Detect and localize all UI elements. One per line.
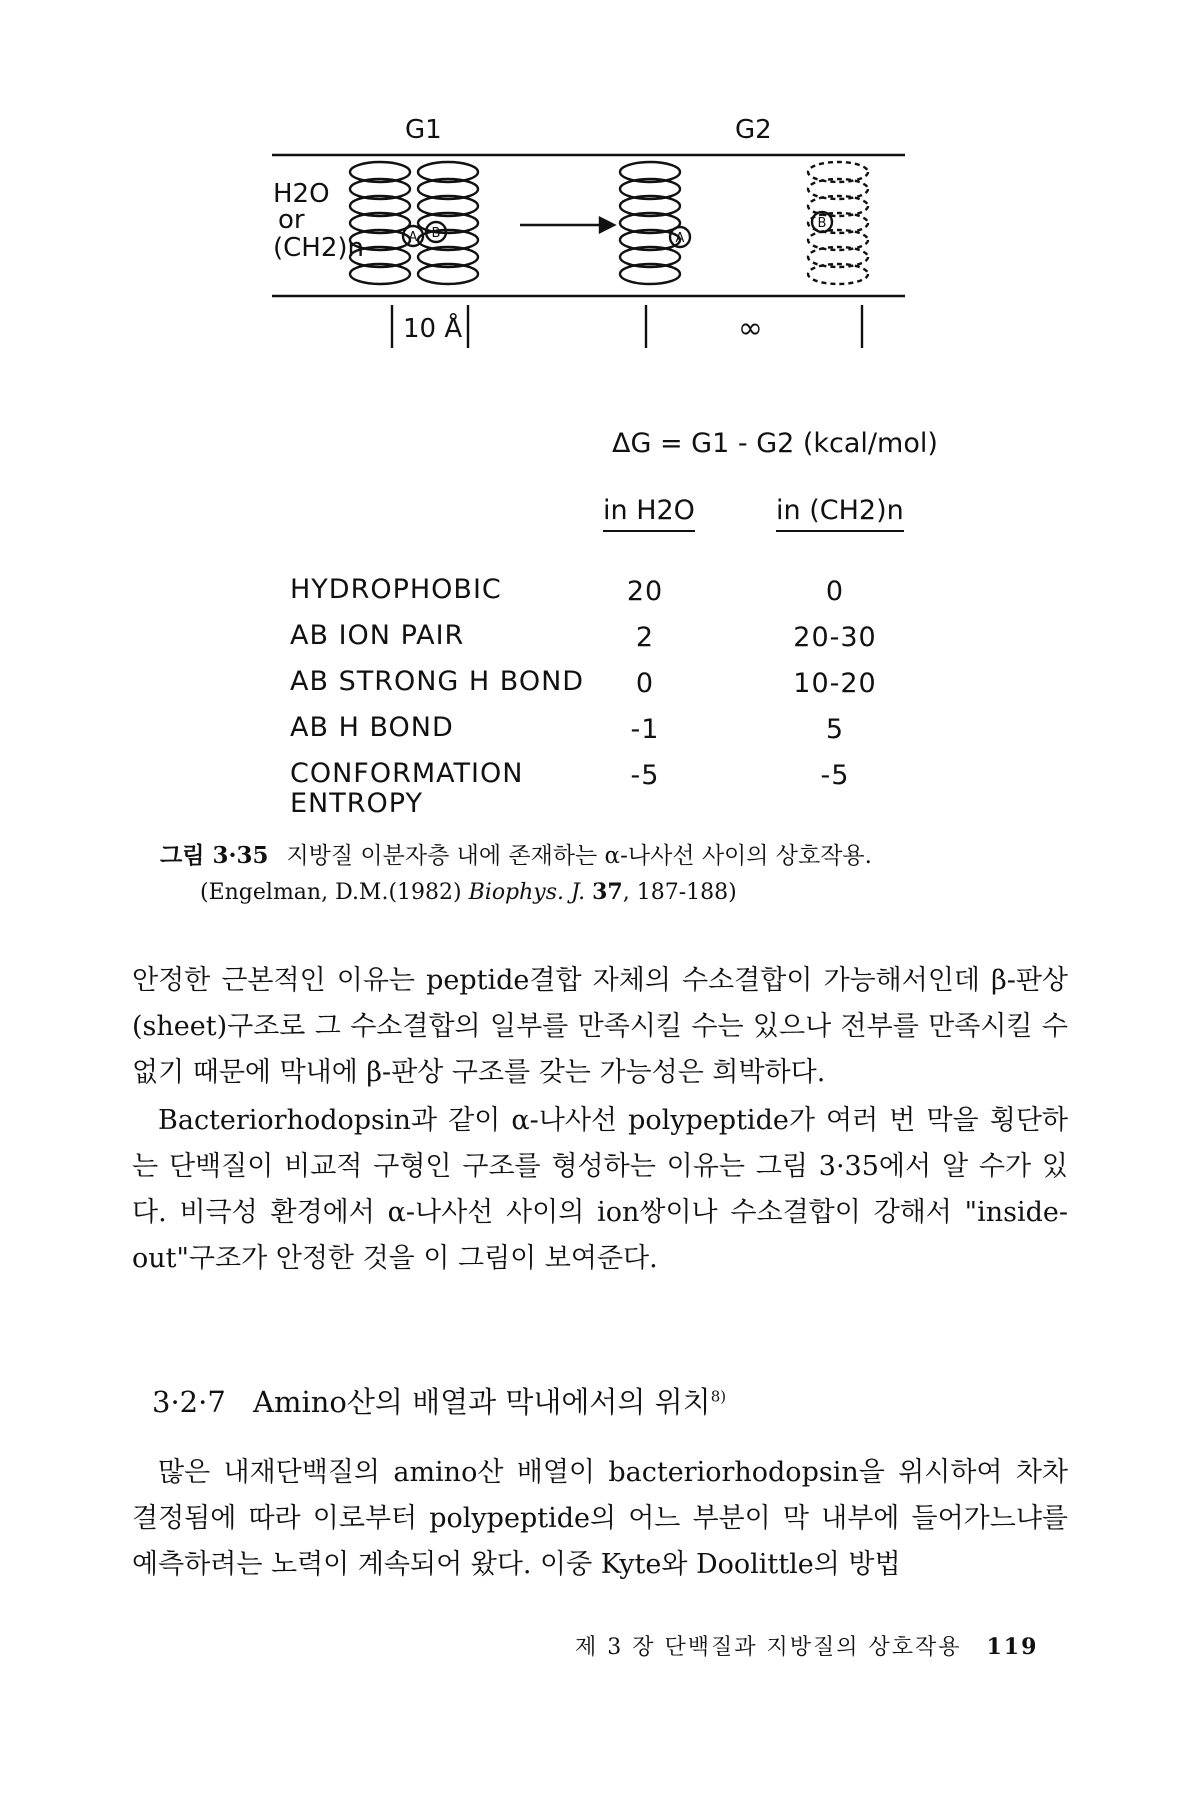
helix-1 bbox=[350, 162, 410, 284]
section-heading bbox=[152, 1380, 726, 1421]
running-title: 제 3 장 단백질과 지방질의 상호작용 bbox=[575, 1635, 962, 1660]
paragraph-1: 안정한 근본적인 이유는 peptide결합 자체의 수소결합이 가능해서인데 β-판상(sheet)구조로 그 수소결합의 일부를 만족시킬 수는 있으나 전부를 만족시킬 수 없기 때문에 막내에 β-판상 구조를 갖는 가능성은 희박하다. bbox=[132, 965, 1068, 1088]
g2-label: G2 bbox=[735, 115, 772, 145]
page-footer bbox=[575, 1630, 1038, 1661]
value-in-ch2n: 10-20 bbox=[793, 668, 877, 699]
caption-text: 지방질 이분자층 내에 존재하는 α-나사선 사이의 상호작용. bbox=[286, 843, 872, 869]
row-label: AB H BOND bbox=[290, 712, 454, 743]
residue-a-letter-2: A bbox=[675, 231, 685, 246]
delta-g-equation: ΔG = G1 - G2 (kcal/mol) bbox=[612, 428, 938, 459]
residue-b-letter-2: B bbox=[817, 216, 827, 231]
section-ref: 8) bbox=[710, 1387, 727, 1406]
arrow-head bbox=[600, 218, 614, 232]
caption-label: 그림 3·35 bbox=[160, 842, 269, 869]
value-in-ch2n: 0 bbox=[825, 576, 845, 607]
solvent-label-top: H2O bbox=[273, 179, 330, 209]
col-header-ch2n: in (CH2)n bbox=[776, 495, 904, 532]
value-in-h2o: -1 bbox=[630, 714, 660, 745]
row-label: HYDROPHOBIC bbox=[290, 574, 502, 605]
row-label: AB ION PAIR bbox=[290, 620, 465, 651]
interaction-energy-table bbox=[290, 574, 930, 819]
helix-3 bbox=[620, 162, 680, 284]
caption-citation: (Engelman, D.M.(1982) Biophys. J. 37, 187-188) bbox=[200, 879, 737, 905]
distance-label: 10 Å bbox=[403, 314, 463, 344]
col-header-h2o: in H2O bbox=[603, 495, 695, 532]
body-paragraphs-1 bbox=[132, 958, 1068, 1282]
helix-coil bbox=[808, 264, 868, 284]
g1-label: G1 bbox=[405, 115, 442, 145]
body-paragraphs-2 bbox=[132, 1450, 1068, 1588]
solvent-label-or: or bbox=[278, 205, 305, 235]
row-label: AB STRONG H BOND bbox=[290, 666, 585, 697]
helix-pair-diagram bbox=[0, 0, 1200, 420]
table-row bbox=[290, 575, 930, 609]
section-title: Amino산의 배열과 막내에서의 위치 bbox=[253, 1385, 711, 1419]
helix-2 bbox=[418, 162, 478, 284]
value-in-h2o: -5 bbox=[630, 760, 660, 791]
table-row bbox=[290, 667, 930, 701]
value-in-ch2n: 20-30 bbox=[793, 622, 877, 653]
infinity-label: ∞ bbox=[738, 311, 763, 346]
value-in-ch2n: 5 bbox=[825, 714, 845, 745]
value-in-h2o: 2 bbox=[635, 622, 655, 653]
solvent-label-bottom: (CH2)n bbox=[273, 233, 365, 263]
row-label: CONFORMATION ENTROPY bbox=[290, 758, 524, 819]
table-row bbox=[290, 758, 930, 819]
figure-caption bbox=[160, 838, 872, 911]
table-row bbox=[290, 713, 930, 747]
section-number: 3·2·7 bbox=[152, 1385, 226, 1419]
table-row bbox=[290, 621, 930, 655]
page-number: 119 bbox=[986, 1634, 1039, 1660]
residue-b-letter: B bbox=[431, 226, 441, 241]
paragraph-3: 많은 내재단백질의 amino산 배열이 bacteriorhodopsin을 위시하여 차차 결정됨에 따라 이로부터 polypeptide의 어느 부분이 막 내부에 들어가느냐를 예측하려는 노력이 계속되어 왔다. 이중 Kyte와 Doolittle의 방법 bbox=[132, 1457, 1068, 1580]
value-in-h2o: 20 bbox=[626, 576, 664, 607]
value-in-h2o: 0 bbox=[635, 668, 655, 699]
value-in-ch2n: -5 bbox=[820, 760, 850, 791]
paragraph-2: Bacteriorhodopsin과 같이 α-나사선 polypeptide가 여러 번 막을 횡단하는 단백질이 비교적 구형인 구조를 형성하는 이유는 그림 3·35에서 알 수가 있다. 비극성 환경에서 α-나사선 사이의 ion쌍이나 수소결합이 강해서 "inside-out"구조가 안정한 것을 이 그림이 보여준다. bbox=[132, 1105, 1068, 1274]
residue-a-letter: A bbox=[408, 230, 418, 245]
